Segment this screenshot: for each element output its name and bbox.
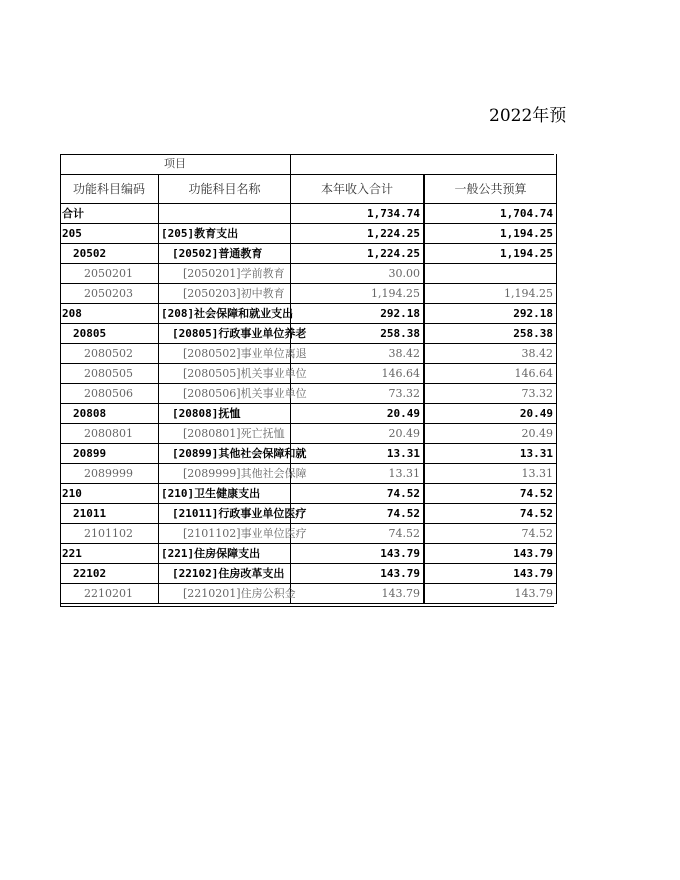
table-row: [60, 304, 554, 324]
total-cell: 73.32: [291, 384, 424, 404]
name-cell: [2080801]死亡抚恤: [159, 424, 291, 444]
code-cell: 22102: [60, 564, 159, 584]
total-cell: 143.79: [291, 544, 424, 564]
total-cell: 1,224.25: [291, 244, 424, 264]
table-row: [60, 464, 554, 484]
total-cell: 1,194.25: [291, 284, 424, 304]
code-cell: 221: [60, 544, 159, 564]
general-budget-cell: 258.38: [424, 324, 557, 344]
name-cell: [20899]其他社会保障和就: [159, 444, 291, 464]
table-row: [60, 244, 554, 264]
table-row: [60, 564, 554, 584]
general-budget-cell: [424, 264, 557, 284]
code-cell: 2050203: [60, 284, 159, 304]
header-general-budget: 一般公共预算: [424, 175, 557, 204]
header-row-group: [60, 154, 554, 175]
general-budget-cell: 13.31: [424, 444, 557, 464]
table-row: [60, 504, 554, 524]
table-row: [60, 584, 554, 604]
name-cell: [22102]住房改革支出: [159, 564, 291, 584]
table-row: [60, 384, 554, 404]
name-cell: [159, 204, 291, 224]
total-cell: 13.31: [291, 464, 424, 484]
total-cell: 30.00: [291, 264, 424, 284]
general-budget-cell: 73.32: [424, 384, 557, 404]
table-row: [60, 484, 554, 504]
total-cell: 146.64: [291, 364, 424, 384]
name-cell: [208]社会保障和就业支出: [159, 304, 291, 324]
general-budget-cell: 143.79: [424, 544, 557, 564]
general-budget-cell: 20.49: [424, 424, 557, 444]
code-cell: 2101102: [60, 524, 159, 544]
name-cell: [20502]普通教育: [159, 244, 291, 264]
general-budget-cell: 143.79: [424, 584, 557, 604]
header-code: 功能科目编码: [60, 175, 159, 204]
table-row: [60, 364, 554, 384]
name-cell: [210]卫生健康支出: [159, 484, 291, 504]
code-cell: 20899: [60, 444, 159, 464]
code-cell: 2050201: [60, 264, 159, 284]
general-budget-cell: 13.31: [424, 464, 557, 484]
name-cell: [2050203]初中教育: [159, 284, 291, 304]
total-cell: 13.31: [291, 444, 424, 464]
general-budget-cell: 143.79: [424, 564, 557, 584]
header-group-blank: [291, 154, 557, 175]
general-budget-cell: 1,194.25: [424, 244, 557, 264]
code-cell: 208: [60, 304, 159, 324]
code-cell: 20502: [60, 244, 159, 264]
code-cell: 20808: [60, 404, 159, 424]
code-cell: 合计: [60, 204, 159, 224]
name-cell: [205]教育支出: [159, 224, 291, 244]
general-budget-cell: 1,704.74: [424, 204, 557, 224]
header-name: 功能科目名称: [159, 175, 291, 204]
code-cell: 20805: [60, 324, 159, 344]
code-cell: 205: [60, 224, 159, 244]
general-budget-cell: 292.18: [424, 304, 557, 324]
page-title: 2022年预: [489, 106, 567, 126]
table-row: [60, 344, 554, 364]
total-cell: 1,734.74: [291, 204, 424, 224]
code-cell: 2080506: [60, 384, 159, 404]
table-row: [60, 324, 554, 344]
table-row: [60, 444, 554, 464]
name-cell: [2080506]机关事业单位: [159, 384, 291, 404]
code-cell: 2080505: [60, 364, 159, 384]
table-row: [60, 284, 554, 304]
table-row: [60, 404, 554, 424]
general-budget-cell: 74.52: [424, 484, 557, 504]
general-budget-cell: 146.64: [424, 364, 557, 384]
name-cell: [221]住房保障支出: [159, 544, 291, 564]
total-cell: 20.49: [291, 424, 424, 444]
total-cell: 292.18: [291, 304, 424, 324]
total-cell: 143.79: [291, 564, 424, 584]
table-row: [60, 524, 554, 544]
table-row: [60, 204, 554, 224]
name-cell: [21011]行政事业单位医疗: [159, 504, 291, 524]
name-cell: [2050201]学前教育: [159, 264, 291, 284]
total-cell: 38.42: [291, 344, 424, 364]
total-cell: 143.79: [291, 584, 424, 604]
general-budget-cell: 1,194.25: [424, 224, 557, 244]
general-budget-cell: 74.52: [424, 504, 557, 524]
general-budget-cell: 20.49: [424, 404, 557, 424]
code-cell: 2080801: [60, 424, 159, 444]
name-cell: [20808]抚恤: [159, 404, 291, 424]
name-cell: [20805]行政事业单位养老: [159, 324, 291, 344]
code-cell: 2080502: [60, 344, 159, 364]
total-cell: 74.52: [291, 504, 424, 524]
total-cell: 258.38: [291, 324, 424, 344]
code-cell: 21011: [60, 504, 159, 524]
total-cell: 20.49: [291, 404, 424, 424]
code-cell: 2089999: [60, 464, 159, 484]
name-cell: [2101102]事业单位医疗: [159, 524, 291, 544]
total-cell: 74.52: [291, 524, 424, 544]
table-row: [60, 424, 554, 444]
name-cell: [2210201]住房公积金: [159, 584, 291, 604]
table-row: [60, 224, 554, 244]
table-row: [60, 264, 554, 284]
table-row: [60, 544, 554, 564]
name-cell: [2080505]机关事业单位: [159, 364, 291, 384]
total-cell: 1,224.25: [291, 224, 424, 244]
name-cell: [2089999]其他社会保障: [159, 464, 291, 484]
header-total: 本年收入合计: [291, 175, 424, 204]
general-budget-cell: 74.52: [424, 524, 557, 544]
general-budget-cell: 38.42: [424, 344, 557, 364]
budget-table: [60, 154, 554, 607]
name-cell: [2080502]事业单位离退: [159, 344, 291, 364]
header-group-label: 项目: [60, 154, 291, 175]
general-budget-cell: 1,194.25: [424, 284, 557, 304]
total-cell: 74.52: [291, 484, 424, 504]
code-cell: 2210201: [60, 584, 159, 604]
header-row-columns: [60, 175, 554, 204]
code-cell: 210: [60, 484, 159, 504]
